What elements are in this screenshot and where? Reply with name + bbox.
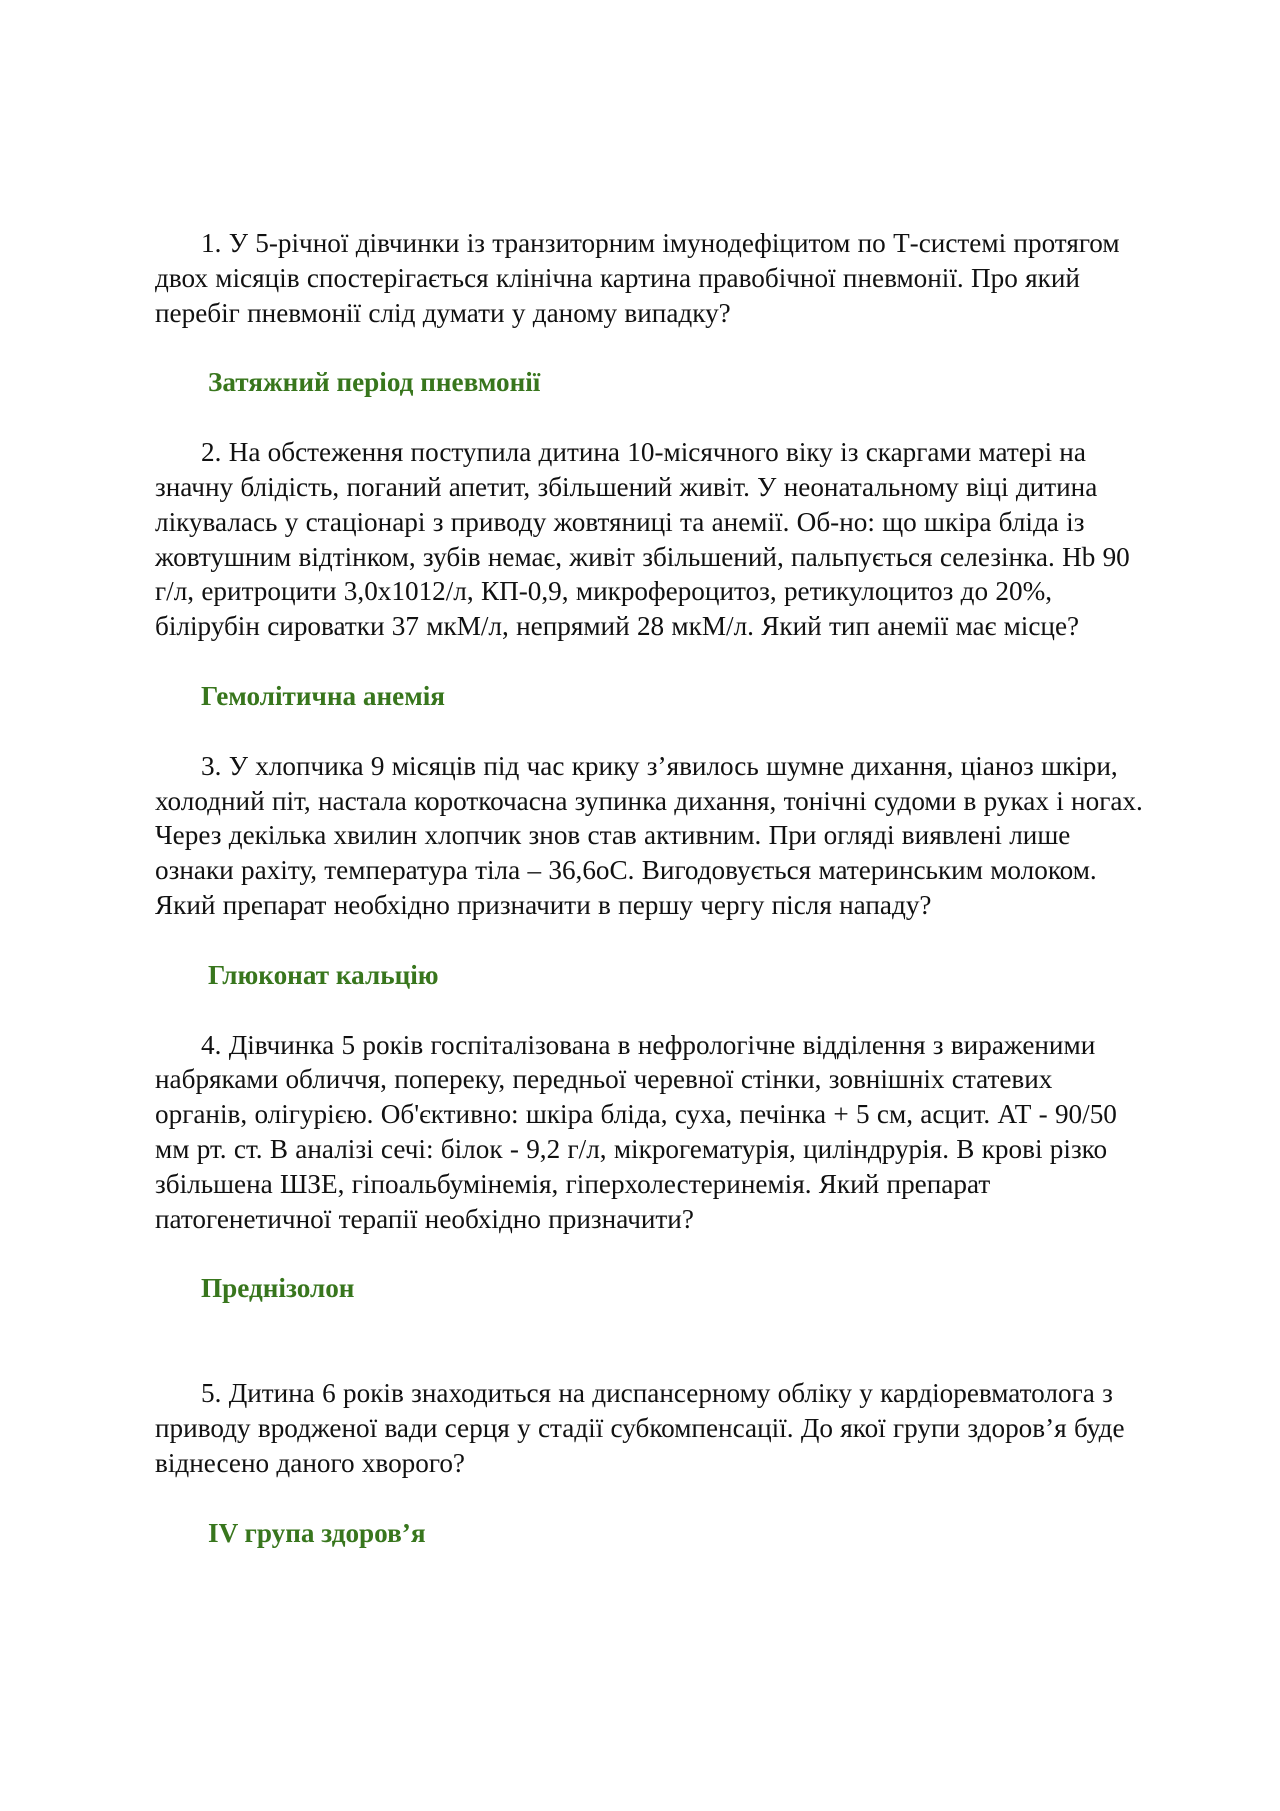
answer-1: Затяжний період пневмонії bbox=[208, 367, 541, 398]
document-content bbox=[155, 226, 1145, 1550]
question-4: 4. Дівчинка 5 років госпіталізована в нефрологічне відділення з вираженими набряками обличчя, попереку, передньої черевної стінки, зовнішніх статевих органів, олігурією. Об'єктивно: шкіра бліда, суха, печінка + 5 см, асцит. АТ - 90/50 мм рт. ст. В аналізі сечі: білок - 9,2 г/л, мікрогематурія, циліндрурія. В крові різко збільшена ШЗЕ, гіпоальбумінемія, гіперхолестеринемія. Який препарат патогенетичної терапії необхідно призначити? bbox=[155, 1029, 1117, 1234]
answer-4: Преднізолон bbox=[201, 1273, 355, 1304]
question-3: 3. У хлопчика 9 місяців під час крику з’явилось шумне дихання, ціаноз шкіри, холодний піт, настала короткочасна зупинка дихання, тонічні судоми в руках і ногах. Через декілька хвилин хлопчик знов став активним. При огляді виявлені лише ознаки рахіту, температура тіла – 36,6оС. Вигодовується материнським молоком. Який препарат необхідно призначити в першу чергу після нападу? bbox=[155, 750, 1143, 920]
question-1: 1. У 5-річної дівчинки із транзиторним імунодефіцитом по Т-системі протягом двох місяців спостерігається клінічна картина правобічної пневмонії. Про який перебіг пневмонії слід думати у даному випадку? bbox=[155, 228, 1120, 328]
question-2: 2. На обстеження поступила дитина 10-місячного віку із скаргами матері на значну блідість, поганий апетит, збільшений живіт. У неонатальному віці дитина лікувалась у стаціонарі з приводу жовтяниці та анемії. Об-но: що шкіра бліда із жовтушним відтінком, зубів немає, живіт збільшений, пальпується селезінка. Hb 90 г/л, еритроцити 3,0х1012/л, КП-0,9, микрофероцитоз, ретикулоцитоз до 20%, білірубін сироватки 37 мкМ/л, непрямий 28 мкМ/л. Який тип анемії має місце? bbox=[155, 437, 1130, 642]
answer-3: Глюконат кальцію bbox=[208, 959, 439, 990]
answer-2: Гемолітична анемія bbox=[201, 680, 446, 711]
question-5: 5. Дитина 6 років знаходиться на диспансерному обліку у кардіоревматолога з приводу вродженої вади серця у стадії субкомпенсації. До якої групи здоров’я буде віднесено даного хворого? bbox=[155, 1378, 1125, 1478]
answer-5: IV група здоров’я bbox=[208, 1517, 426, 1548]
